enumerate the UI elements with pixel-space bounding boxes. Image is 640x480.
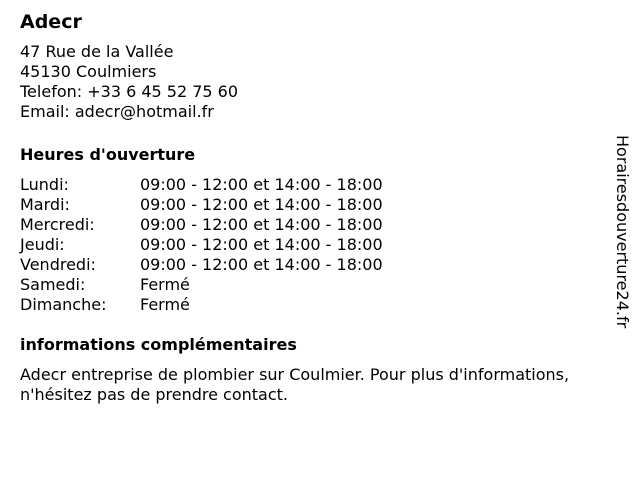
hours-row-saturday [20,275,600,295]
day-hours: 09:00 - 12:00 et 14:00 - 18:00 [140,195,383,214]
email-address[interactable]: Email: adecr@hotmail.fr [20,102,214,121]
address-street: 47 Rue de la Vallée [20,42,174,61]
day-hours: Fermé [140,295,190,314]
hours-table [20,175,600,315]
phone-number[interactable]: Telefon: +33 6 45 52 75 60 [20,82,239,101]
hours-row-tuesday [20,195,600,215]
site-watermark: Horairesdouverture24.fr [613,135,632,329]
day-label: Lundi: [20,175,69,194]
hours-heading: Heures d'ouverture [20,145,196,164]
day-label: Mardi: [20,195,70,214]
day-label: Dimanche: [20,295,107,314]
hours-row-sunday [20,295,600,315]
hours-row-wednesday [20,215,600,235]
address-city: 45130 Coulmiers [20,62,157,81]
day-label: Mercredi: [20,215,95,234]
business-name: Adecr [20,11,82,33]
day-hours: 09:00 - 12:00 et 14:00 - 18:00 [140,235,383,254]
hours-row-thursday [20,235,600,255]
hours-row-friday [20,255,600,275]
day-hours: 09:00 - 12:00 et 14:00 - 18:00 [140,175,383,194]
day-hours: Fermé [140,275,190,294]
hours-row-monday [20,175,600,195]
day-label: Samedi: [20,275,86,294]
business-card [20,8,600,405]
day-label: Jeudi: [20,235,65,254]
info-heading: informations complémentaires [20,335,297,354]
info-description: Adecr entreprise de plombier sur Coulmier. Pour plus d'informations, n'hésitez pas de prendre contact. [20,365,570,404]
address-block [20,42,600,122]
day-hours: 09:00 - 12:00 et 14:00 - 18:00 [140,255,383,274]
day-hours: 09:00 - 12:00 et 14:00 - 18:00 [140,215,383,234]
day-label: Vendredi: [20,255,96,274]
